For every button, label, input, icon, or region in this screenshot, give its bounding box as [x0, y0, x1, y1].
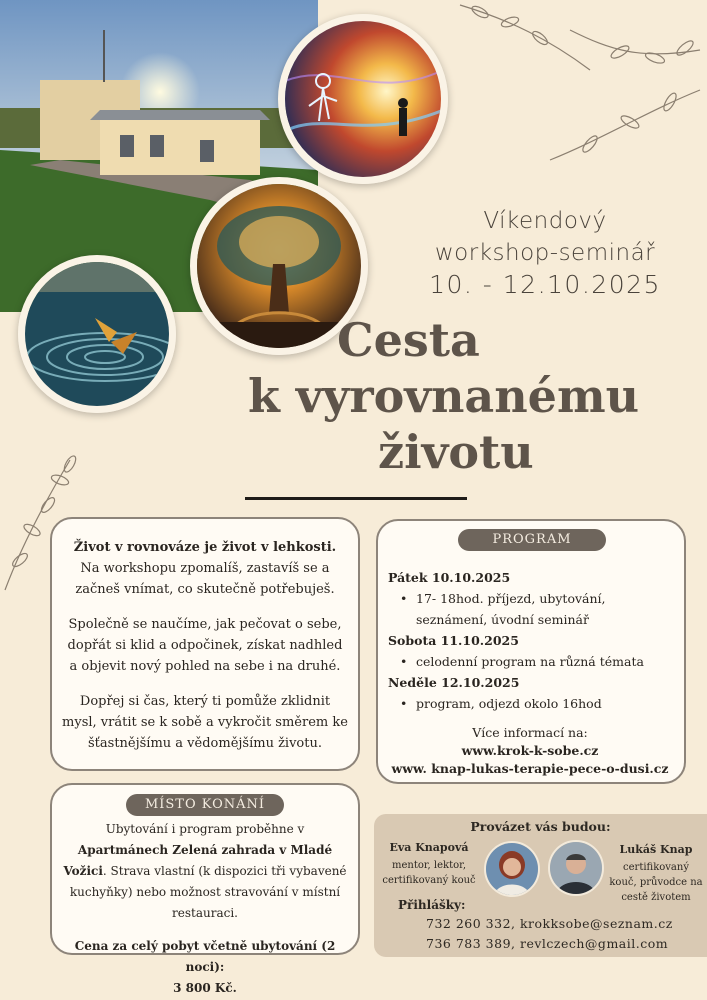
event-dates: 10. - 12.10.2025 — [429, 270, 661, 299]
more-info — [388, 724, 672, 778]
website-link-2[interactable]: www. knap-lukas-terapie-pece-o-dusi.cz — [391, 761, 669, 776]
spiritual-light-image — [278, 14, 448, 184]
title-line-1: Cesta — [337, 313, 480, 367]
program-heading: PROGRAM — [458, 529, 606, 551]
program-box — [376, 519, 686, 784]
contact-line-2[interactable]: 736 783 389, revlczech@gmail.com — [426, 936, 669, 951]
title-line-2: k vyrovnanému — [248, 369, 640, 423]
intro-lead: Život v rovnováze je život v lehkosti. — [73, 540, 337, 555]
venue-box — [50, 783, 360, 995]
program-item-3: • program, odjezd okolo 16hod — [388, 693, 672, 714]
program-day-3: Neděle 12.10.2025 — [388, 675, 520, 690]
signup-label: Přihlášky: — [398, 898, 466, 912]
venue-text-a: Ubytování i program proběhne v — [105, 822, 305, 836]
price-info — [60, 936, 350, 999]
guide-eva-role: mentor, lektor, certifikovaný kouč — [382, 860, 476, 886]
guide-lukas-role: certifikovaný kouč, průvodce na cestě životem — [609, 862, 703, 903]
program-item-2: • celodenní program na různá témata — [388, 651, 672, 672]
more-info-label: Více informací na: — [472, 725, 588, 740]
subtitle-line-1: Víkendový — [483, 208, 607, 234]
website-link-1[interactable]: www.krok-k-sobe.cz — [461, 743, 599, 758]
guide-lukas — [608, 842, 704, 905]
butterfly-water-image — [18, 255, 176, 413]
intro-paragraph-1: Na workshopu zpomalíš, zastavíš se a začneš vnímat, co skutečně potřebuješ. — [75, 561, 335, 597]
contact-line-1[interactable]: 732 260 332, krokksobe@seznam.cz — [426, 916, 673, 931]
intro-box — [50, 517, 360, 771]
subtitle-line-2: workshop-seminář — [434, 240, 656, 266]
title-divider — [245, 497, 467, 500]
intro-paragraph-3: Dopřej si čas, který ti pomůže zklidnit mysl, vrátit se k sobě a vykročit směrem ke šťastnějšímu a vědomějšímu životu. — [62, 694, 348, 751]
page-title — [200, 312, 707, 480]
program-day-2: Sobota 11.10.2025 — [388, 633, 519, 648]
guides-heading: Provázet vás budou: — [470, 819, 611, 834]
price-label: Cena za celý pobyt včetně ubytování (2 noci): — [74, 939, 336, 974]
lukas-avatar — [548, 840, 604, 896]
guide-eva — [374, 840, 484, 888]
program-item-1: • 17- 18hod. příjezd, ubytování, seznámení, úvodní seminář — [388, 588, 672, 630]
price-value: 3 800 Kč. — [173, 981, 237, 995]
venue-text-b: . Strava vlastní (k dispozici tři vybavené kuchyňky) nebo možnost stravování v místní restauraci. — [69, 864, 347, 920]
eva-avatar — [484, 841, 540, 897]
guides-panel — [374, 814, 707, 957]
program-day-1: Pátek 10.10.2025 — [388, 570, 511, 585]
venue-description — [60, 819, 350, 924]
guide-eva-name: Eva Knapová — [389, 841, 469, 854]
intro-paragraph-2: Společně se naučíme, jak pečovat o sebe, dopřát si klid a odpočinek, získat nadhled a objevit nový pohled na sebe i na druhé. — [67, 617, 343, 674]
event-subtitle — [410, 205, 680, 301]
guide-lukas-name: Lukáš Knap — [619, 843, 693, 856]
branch-decoration-top-right — [440, 0, 707, 200]
venue-heading: MÍSTO KONÁNÍ — [126, 794, 284, 816]
title-line-3: životu — [378, 425, 534, 479]
venue-name: Apartmánech Zelená zahrada v Mladé Vožici — [63, 843, 333, 878]
